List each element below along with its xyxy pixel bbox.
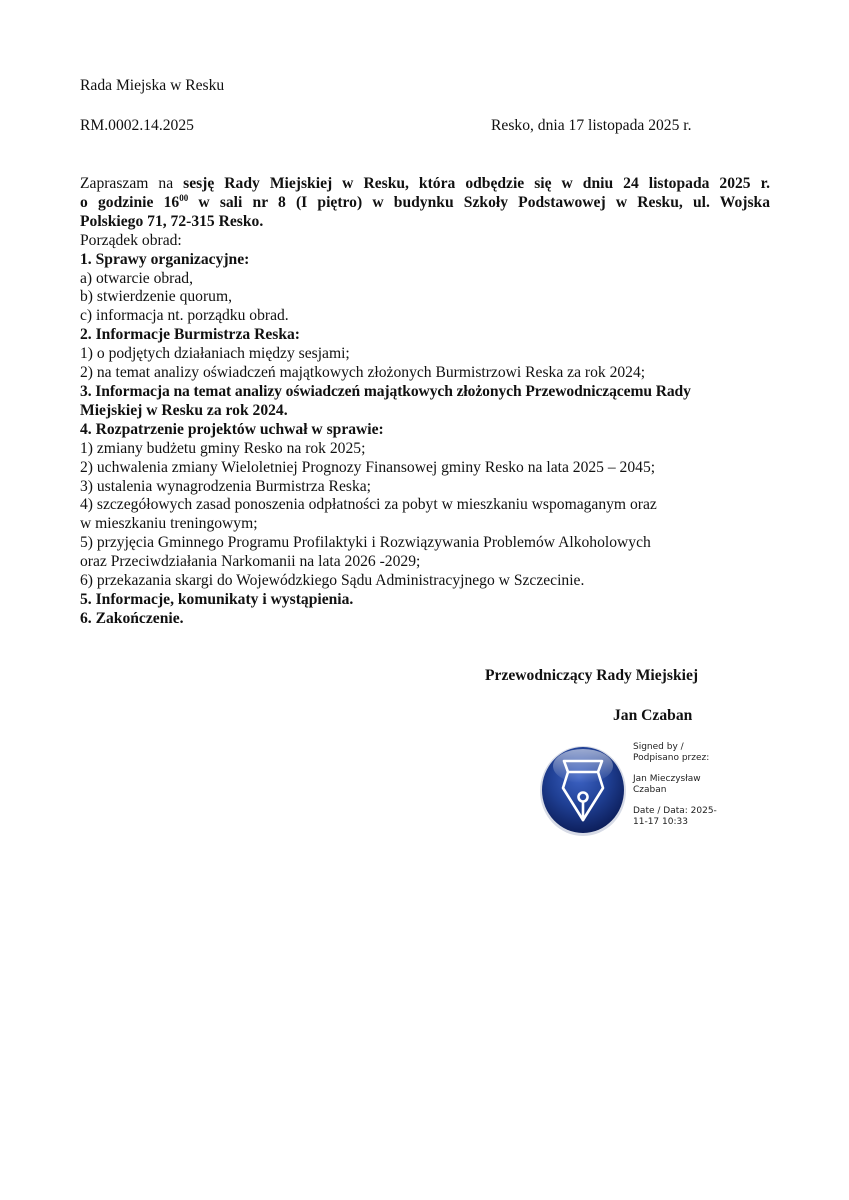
agenda-section-4 (80, 421, 770, 591)
agenda-section-6-heading: 6. Zakończenie. (80, 609, 184, 627)
pen-nib-icon (538, 742, 628, 838)
agenda-item: 6) przekazania skargi do Wojewódzkiego Sądu Administracyjnego w Szczecinie. (80, 572, 585, 590)
agenda-item: 2) na temat analizy oświadczeń majątkowych złożonych Burmistrzowi Reska za rok 2024; (80, 364, 646, 382)
agenda-section-3 (80, 383, 770, 421)
agenda-heading-continued: Miejskiej w Resku za rok 2024. (80, 401, 288, 419)
agenda-item: b) stwierdzenie quorum, (80, 288, 232, 306)
session-info: sesję Rady Miejskiej w Resku, która odbędzie się w dniu 24 listopada 2025 r. (183, 175, 770, 192)
invitation-line-2 (80, 194, 770, 213)
invitation-line-1 (80, 175, 770, 194)
signed-by-label-1: Signed by / (633, 742, 684, 752)
signer-full-name-2: Czaban (633, 785, 667, 795)
session-location: w sali nr 8 (I piętro) w budynku Szkoły Podstawowej w Resku, ul. Wojska (188, 193, 770, 211)
invitation-line-3 (80, 213, 770, 232)
signer-title: Przewodniczący Rady Miejskiej (485, 667, 699, 684)
digital-signature-text (633, 742, 743, 828)
reference-number: RM.0002.14.2025 (80, 117, 194, 134)
invitation-paragraph (80, 175, 770, 232)
session-time-minutes: 00 (179, 192, 189, 203)
agenda-item: 2) uchwalenia zmiany Wieloletniej Prognozy Finansowej gminy Resko na lata 2025 – 2045; (80, 458, 656, 476)
signature-date-1: Date / Data: 2025- (633, 806, 717, 816)
session-address: Polskiego 71, 72-315 Resko. (80, 212, 264, 230)
signer-name: Jan Czaban (613, 707, 693, 724)
agenda-item: a) otwarcie obrad, (80, 269, 193, 287)
place-and-date: Resko, dnia 17 listopada 2025 r. (491, 117, 692, 134)
session-time: o godzinie 16 (80, 193, 180, 211)
agenda-section-5-heading: 5. Informacje, komunikaty i wystąpienia. (80, 590, 354, 608)
agenda-heading: 1. Sprawy organizacyjne: (80, 250, 250, 268)
signer-full-name-1: Jan Mieczysław (633, 774, 701, 784)
agenda-heading: 3. Informacja na temat analizy oświadczeń majątkowych złożonych Przewodniczącemu Rady (80, 382, 691, 400)
signature-date-2: 11-17 10:33 (633, 817, 688, 827)
agenda-item: c) informacja nt. porządku obrad. (80, 307, 289, 325)
organization-name: Rada Miejska w Resku (80, 77, 225, 94)
agenda-item: 3) ustalenia wynagrodzenia Burmistrza Reska; (80, 477, 371, 495)
agenda-section-2 (80, 326, 770, 383)
agenda-section-1 (80, 251, 770, 327)
agenda-heading: 2. Informacje Burmistrza Reska: (80, 326, 300, 344)
agenda-item: 4) szczegółowych zasad ponoszenia odpłatności za pobyt w mieszkaniu wspomaganym oraz (80, 496, 657, 514)
signed-by-label-2: Podpisano przez: (633, 753, 710, 763)
agenda-item-continued: w mieszkaniu treningowym; (80, 515, 258, 533)
agenda-label: Porządek obrad: (80, 231, 182, 249)
agenda-item-continued: oraz Przeciwdziałania Narkomanii na lata 2026 -2029; (80, 553, 421, 571)
invitation-intro: Zapraszam na (80, 175, 184, 192)
agenda-heading: 4. Rozpatrzenie projektów uchwał w sprawie: (80, 420, 384, 438)
agenda-item: 1) zmiany budżetu gminy Resko na rok 2025; (80, 439, 366, 457)
invitation-body (80, 175, 770, 629)
agenda-item: 5) przyjęcia Gminnego Programu Profilaktyki i Rozwiązywania Problemów Alkoholowych (80, 534, 651, 552)
agenda-item: 1) o podjętych działaniach między sesjami; (80, 345, 350, 363)
